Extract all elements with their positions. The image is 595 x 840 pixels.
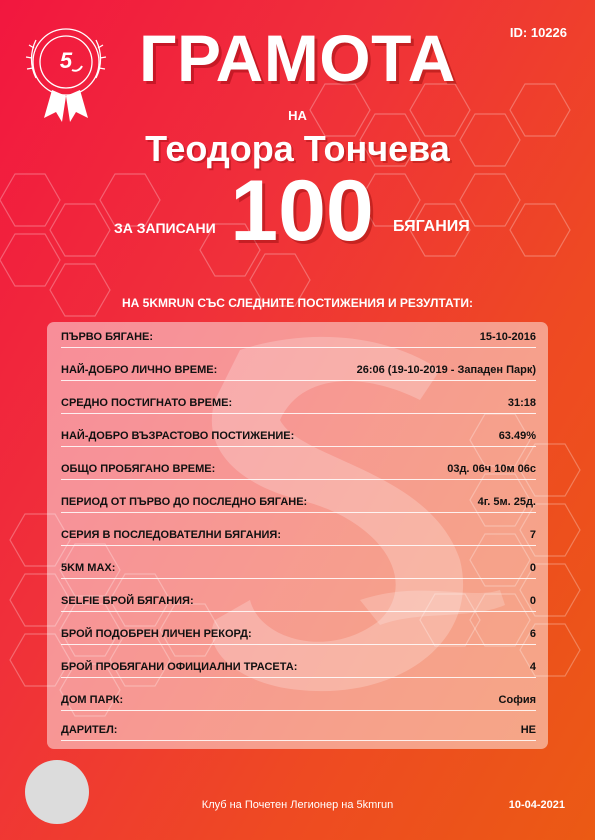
issue-date: 10-04-2021 bbox=[508, 799, 565, 811]
achievement-label: ПЕРИОД ОТ ПЪРВО ДО ПОСЛЕДНО БЯГАНЕ: bbox=[61, 496, 308, 508]
achievement-row bbox=[61, 362, 536, 381]
achievement-row bbox=[61, 722, 536, 741]
achievement-value: 03д. 06ч 10м 06с bbox=[447, 463, 536, 475]
achievement-value: 6 bbox=[529, 628, 536, 640]
achievement-row bbox=[61, 527, 536, 546]
recipient-name: Теодора Тончева bbox=[145, 128, 450, 169]
footer-club-text: Клуб на Почетен Легионер на 5kmrun bbox=[201, 799, 394, 811]
achievement-label: БРОЙ ПРОБЯГАНИ ОФИЦИАЛНИ ТРАСЕТА: bbox=[61, 661, 298, 673]
achievement-row bbox=[61, 659, 536, 678]
achievement-label: НАЙ-ДОБРО ВЪЗРАСТОВО ПОСТИЖЕНИЕ: bbox=[61, 430, 295, 442]
achievement-row bbox=[61, 692, 536, 711]
achievement-value: 26:06 (19-10-2019 - Западен Парк) bbox=[356, 364, 536, 376]
achievement-row bbox=[61, 428, 536, 447]
achievement-value: 63.49% bbox=[498, 430, 536, 442]
achievement-value: 31:18 bbox=[507, 397, 536, 409]
achievement-label: ДОМ ПАРК: bbox=[61, 694, 124, 706]
to-label: НА bbox=[288, 108, 307, 123]
achievement-value: 4г. 5м. 25д. bbox=[477, 496, 536, 508]
achievement-row bbox=[61, 461, 536, 480]
achievement-label: СРЕДНО ПОСТИГНАТО ВРЕМЕ: bbox=[61, 397, 233, 409]
achievement-label: SELFIE БРОЙ БЯГАНИЯ: bbox=[61, 595, 194, 607]
runs-label: БЯГАНИЯ bbox=[393, 218, 470, 235]
achievement-row bbox=[61, 560, 536, 579]
achievement-label: ОБЩО ПРОБЯГАНО ВРЕМЕ: bbox=[61, 463, 216, 475]
achievement-row bbox=[61, 593, 536, 612]
achievement-value: София bbox=[498, 694, 536, 706]
achievements-subtitle: НА 5KMRUN СЪС СЛЕДНИТЕ ПОСТИЖЕНИЯ И РЕЗУЛТАТИ: bbox=[121, 296, 473, 310]
svg-text:5: 5 bbox=[59, 48, 73, 73]
certificate-id: ID: 10226 bbox=[509, 25, 567, 40]
achievement-value: 7 bbox=[529, 529, 536, 541]
achievement-label: 5KM MAX: bbox=[61, 562, 116, 574]
achievement-label: БРОЙ ПОДОБРЕН ЛИЧЕН РЕКОРД: bbox=[61, 628, 252, 640]
achievement-label: СЕРИЯ В ПОСЛЕДОВАТЕЛНИ БЯГАНИЯ: bbox=[61, 529, 281, 541]
certificate-title: ГРАМОТА bbox=[139, 21, 456, 95]
achievement-value: НЕ bbox=[520, 724, 536, 736]
achievement-label: НАЙ-ДОБРО ЛИЧНО ВРЕМЕ: bbox=[61, 364, 218, 376]
achievement-row bbox=[61, 626, 536, 645]
achievement-row bbox=[61, 395, 536, 414]
achievement-value: 4 bbox=[529, 661, 536, 673]
achievement-value: 15-10-2016 bbox=[479, 331, 536, 343]
achievement-label: ДАРИТЕЛ: bbox=[61, 724, 118, 736]
achievement-value: 0 bbox=[529, 562, 536, 574]
recorded-label: ЗА ЗАПИСАНИ bbox=[114, 220, 216, 236]
run-count: 100 bbox=[230, 163, 374, 259]
achievement-row bbox=[61, 329, 536, 348]
achievement-row bbox=[61, 494, 536, 513]
photo-placeholder bbox=[25, 760, 89, 824]
achievement-value: 0 bbox=[529, 595, 536, 607]
achievement-label: ПЪРВО БЯГАНЕ: bbox=[61, 331, 154, 343]
